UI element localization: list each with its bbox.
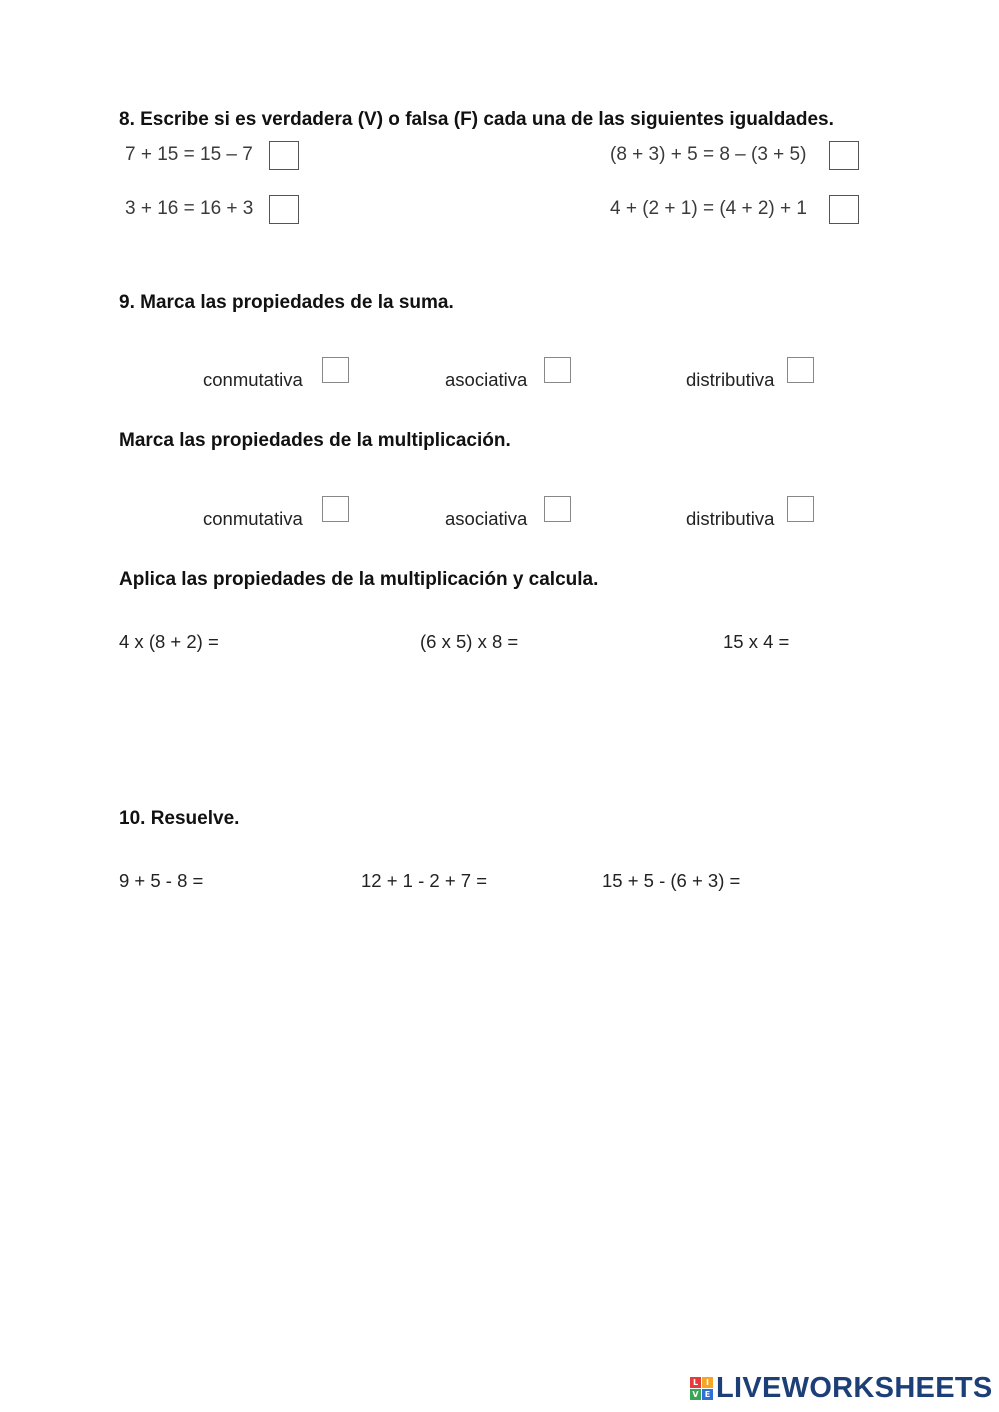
section-10-title: 10. Resuelve. (119, 808, 240, 829)
resolve-exercise-1: 9 + 5 - 8 = (119, 870, 204, 891)
mult-option-label: asociativa (445, 508, 528, 529)
mult-distributiva-checkbox[interactable] (787, 496, 814, 522)
sum-option-label: distributiva (686, 369, 775, 390)
mult-option-label: distributiva (686, 508, 775, 529)
sum-distributiva-checkbox[interactable] (787, 357, 814, 383)
logo-text: LIVEWORKSHEETS (716, 1372, 993, 1404)
mult-conmutativa-checkbox[interactable] (322, 496, 349, 522)
logo-icon-letter: V (690, 1389, 701, 1400)
answer-box-2[interactable] (829, 141, 859, 170)
sum-asociativa-checkbox[interactable] (544, 357, 571, 383)
resolve-exercise-3: 15 + 5 - (6 + 3) = (602, 870, 741, 891)
resolve-exercise-2: 12 + 1 - 2 + 7 = (361, 870, 487, 891)
equation-3: 3 + 16 = 16 + 3 (125, 198, 254, 219)
apply-exercise-1: 4 x (8 + 2) = (119, 631, 219, 652)
liveworksheets-logo (690, 1372, 993, 1405)
section-8-title: 8. Escribe si es verdadera (V) o falsa (F) cada una de las siguientes igualdades. (119, 109, 834, 130)
section-9-title: 9. Marca las propiedades de la suma. (119, 292, 454, 313)
sum-option-label: conmutativa (203, 369, 303, 390)
apply-properties-title: Aplica las propiedades de la multiplicación y calcula. (119, 569, 599, 590)
mult-option-label: conmutativa (203, 508, 303, 529)
logo-icon-letter: E (702, 1389, 713, 1400)
mult-asociativa-checkbox[interactable] (544, 496, 571, 522)
answer-box-4[interactable] (829, 195, 859, 224)
apply-exercise-3: 15 x 4 = (723, 631, 790, 652)
logo-icon-letter: L (690, 1377, 701, 1388)
mult-properties-title: Marca las propiedades de la multiplicación. (119, 430, 511, 451)
sum-option-label: asociativa (445, 369, 528, 390)
logo-icon-letter: I (702, 1377, 713, 1388)
apply-exercise-2: (6 x 5) x 8 = (420, 631, 519, 652)
answer-box-3[interactable] (269, 195, 299, 224)
equation-2: (8 + 3) + 5 = 8 – (3 + 5) (610, 144, 807, 165)
sum-conmutativa-checkbox[interactable] (322, 357, 349, 383)
equation-1: 7 + 15 = 15 – 7 (125, 144, 253, 165)
equation-4: 4 + (2 + 1) = (4 + 2) + 1 (610, 198, 807, 219)
liveworksheets-logo-icon (690, 1377, 713, 1400)
answer-box-1[interactable] (269, 141, 299, 170)
